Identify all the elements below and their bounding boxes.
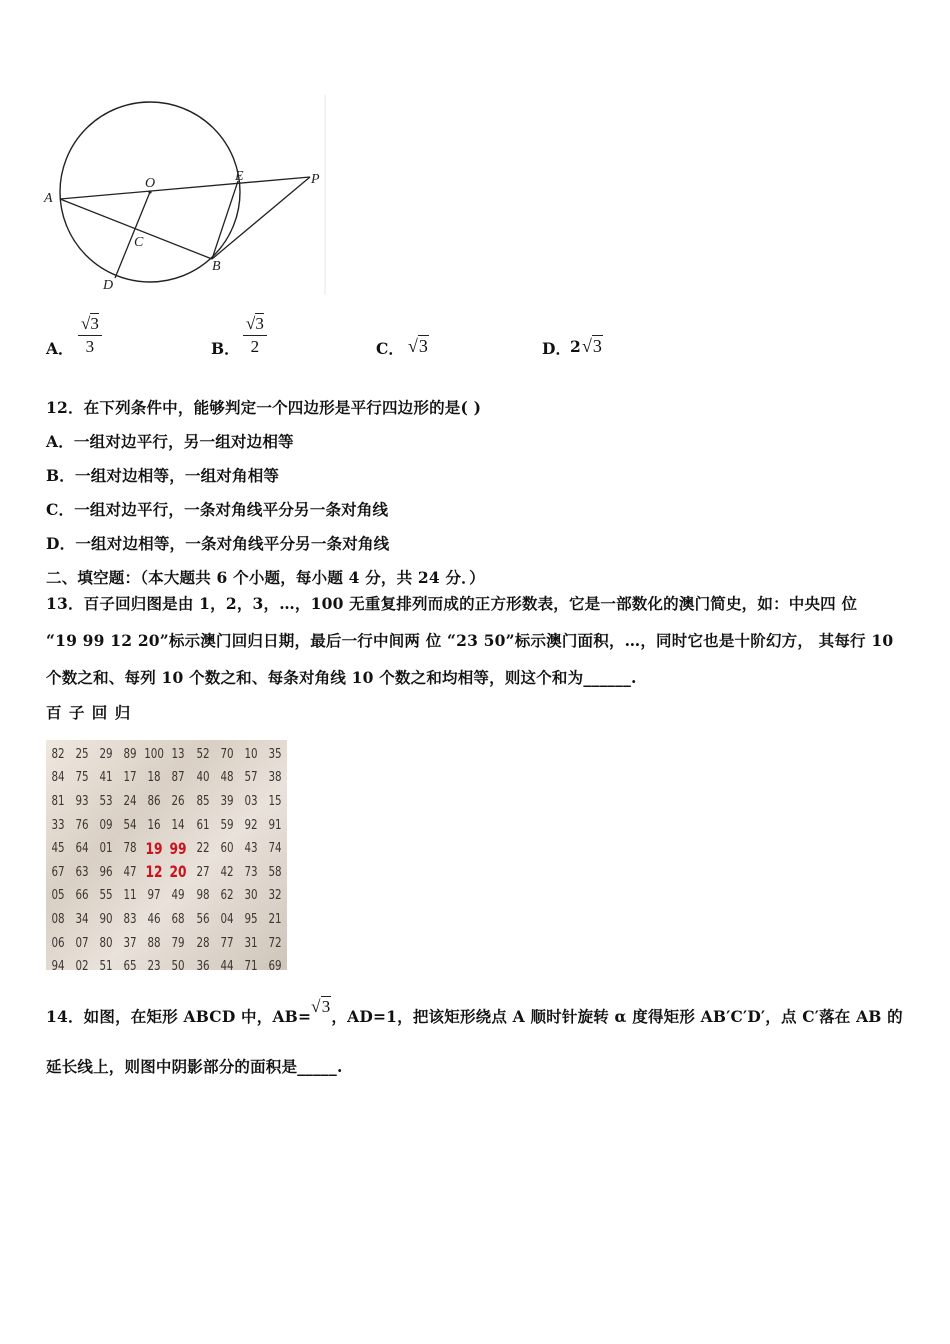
magic-square-cell: 59 (220, 816, 234, 833)
magic-square-cell: 86 (147, 792, 161, 809)
magic-square-cell: 10 (244, 745, 258, 762)
magic-square-cell: 50 (171, 958, 186, 975)
segment-od (115, 192, 150, 278)
q14-line-2: 延长线上，则图中阴影部分的面积是_____. (46, 1057, 343, 1076)
magic-square-row (46, 884, 287, 908)
magic-square-row (46, 766, 287, 790)
option-c-sqrt: √3 (408, 336, 428, 356)
magic-square-cell: 36 (196, 958, 210, 975)
magic-square-cell: 71 (244, 958, 258, 975)
magic-square-cell: 48 (220, 769, 234, 786)
magic-square-cell: 54 (123, 816, 137, 833)
magic-square-cell: 49 (171, 887, 186, 904)
magic-square-cell: 80 (99, 934, 113, 951)
magic-square-cell: 15 (268, 792, 282, 809)
circle-figure (40, 95, 340, 300)
q14-part-2: ，AD=1，把该矩形绕点 A 顺时针旋转 α 度得矩形 AB′C′D′，点 C′落在 AB 的 (331, 1007, 903, 1026)
magic-square-row (46, 789, 287, 813)
magic-square-cell: 38 (268, 769, 282, 786)
magic-square-cell: 74 (268, 840, 282, 857)
magic-square-cell: 73 (244, 863, 258, 880)
magic-square-cell: 04 (220, 910, 234, 927)
magic-square-cell: 87 (171, 769, 186, 786)
magic-square-cell: 79 (171, 934, 186, 951)
q12-option-b: B．一组对边相等，一组对角相等 (46, 466, 280, 485)
label-b: B (212, 259, 221, 274)
option-b-label: B． (211, 339, 240, 358)
magic-square-row (46, 813, 287, 837)
magic-square-cell: 20 (170, 862, 188, 882)
magic-square-cell: 55 (99, 887, 113, 904)
magic-square-cell: 30 (244, 887, 258, 904)
magic-square-cell: 63 (75, 863, 89, 880)
magic-square-cell: 99 (170, 838, 188, 858)
label-o: O (145, 176, 156, 191)
magic-square-row (46, 836, 287, 860)
option-c-label: C． (376, 339, 404, 358)
magic-square-cell: 88 (147, 934, 161, 951)
magic-square-cell: 39 (220, 792, 234, 809)
magic-square-cell: 28 (196, 934, 210, 951)
magic-square-cell: 40 (196, 769, 210, 786)
magic-square-cell: 13 (171, 745, 186, 762)
magic-square-cell: 96 (99, 863, 113, 880)
magic-square-row (46, 954, 287, 978)
magic-square-cell: 66 (75, 887, 89, 904)
magic-square-cell: 21 (268, 910, 282, 927)
magic-square-cell: 35 (268, 745, 282, 762)
q13-line-3: 个数之和、每列 10 个数之和、每条对角线 10 个数之和均相等，则这个和为______. (46, 668, 637, 687)
magic-square-cell: 44 (220, 958, 234, 975)
magic-square-cell: 85 (196, 792, 210, 809)
magic-square-cell: 46 (147, 910, 161, 927)
q14-sqrt: √3 (311, 997, 331, 1016)
magic-square-cell: 95 (244, 910, 258, 927)
magic-square-cell: 23 (147, 958, 161, 975)
magic-square-cell: 02 (75, 958, 89, 975)
magic-square-row (46, 931, 287, 955)
magic-square-cell: 19 (145, 838, 163, 858)
magic-square-cell: 82 (51, 745, 65, 762)
magic-square-cell: 34 (75, 910, 89, 927)
magic-square-cell: 14 (171, 816, 186, 833)
magic-square-cell: 16 (147, 816, 161, 833)
magic-square-cell: 65 (123, 958, 137, 975)
magic-square-cell: 01 (99, 840, 113, 857)
magic-square-cell: 97 (147, 887, 161, 904)
magic-square-cell: 81 (51, 792, 65, 809)
magic-square-row (46, 907, 287, 931)
magic-square-cell: 12 (145, 862, 163, 882)
q12-stem: 12．在下列条件中，能够判定一个四边形是平行四边形的是( ) (46, 398, 482, 417)
magic-square-cell: 11 (123, 887, 137, 904)
q14-line-1 (46, 997, 903, 1027)
magic-square-cell: 27 (196, 863, 210, 880)
q12-option-d: D．一组对边相等，一条对角线平分另一条对角线 (46, 534, 390, 553)
magic-square-cell: 75 (75, 769, 89, 786)
magic-square-cell: 09 (99, 816, 113, 833)
magic-square-cell: 05 (51, 887, 65, 904)
magic-square-cell: 90 (99, 910, 113, 927)
magic-square-cell: 89 (123, 745, 137, 762)
magic-square-cell: 42 (220, 863, 234, 880)
magic-square-row (46, 860, 287, 884)
segment-ap (60, 177, 310, 199)
magic-square-cell: 68 (171, 910, 186, 927)
q14-part-1: 14．如图，在矩形 ABCD 中，AB= (46, 1007, 312, 1026)
q12-option-a: A．一组对边平行，另一组对边相等 (46, 432, 294, 451)
magic-square-cell: 31 (244, 934, 258, 951)
magic-square-cell: 03 (244, 792, 258, 809)
magic-square-cell: 100 (144, 745, 165, 762)
q13-line-2: “19 99 12 20”标示澳门回归日期，最后一行中间两 位 “23 50”标示澳门面积，…，同时它也是十阶幻方， 其每行 10 (46, 631, 894, 650)
option-a-label: A． (46, 339, 74, 358)
magic-square-cell: 70 (220, 745, 234, 762)
magic-square-grid (46, 742, 287, 978)
magic-square-cell: 98 (196, 887, 210, 904)
magic-square-cell: 32 (268, 887, 282, 904)
magic-square-cell: 69 (268, 958, 282, 975)
magic-square-cell: 26 (171, 792, 186, 809)
label-a: A (44, 191, 53, 206)
magic-square-cell: 92 (244, 816, 258, 833)
q13-line-1: 13．百子回归图是由 1，2，3，…，100 无重复排列而成的正方形数表，它是一部数化的澳门简史，如：中央四 位 (46, 594, 858, 613)
magic-square-cell: 77 (220, 934, 234, 951)
magic-square-cell: 37 (123, 934, 137, 951)
magic-square-cell: 62 (220, 887, 234, 904)
magic-square-cell: 84 (51, 769, 65, 786)
label-c: C (134, 235, 144, 250)
magic-square-cell: 52 (196, 745, 210, 762)
option-d-coef: 2 (570, 337, 581, 356)
q13-caption: 百 子 回 归 (46, 703, 132, 722)
magic-square-cell: 60 (220, 840, 234, 857)
magic-square-cell: 56 (196, 910, 210, 927)
magic-square-cell: 76 (75, 816, 89, 833)
magic-square-cell: 93 (75, 792, 89, 809)
option-d-sqrt: √3 (582, 336, 602, 356)
magic-square-cell: 61 (196, 816, 210, 833)
magic-square-cell: 58 (268, 863, 282, 880)
segment-pb (212, 177, 310, 259)
magic-square-cell: 43 (244, 840, 258, 857)
label-d: D (103, 278, 114, 293)
magic-square-cell: 91 (268, 816, 282, 833)
magic-square-cell: 08 (51, 910, 65, 927)
magic-square-cell: 07 (75, 934, 89, 951)
label-e: E (235, 169, 244, 184)
magic-square-image (46, 740, 287, 975)
magic-square-cell: 33 (51, 816, 65, 833)
magic-square-cell: 24 (123, 792, 137, 809)
magic-square-row (46, 742, 287, 766)
magic-square-cell: 57 (244, 769, 258, 786)
magic-square-cell: 94 (51, 958, 65, 975)
q12-option-c: C．一组对边平行，一条对角线平分另一条对角线 (46, 500, 389, 519)
segment-ab (60, 199, 212, 259)
magic-square-cell: 22 (196, 840, 210, 857)
label-p: P (311, 172, 320, 187)
magic-square-cell: 67 (51, 863, 65, 880)
section-title-fill-in: 二、填空题：（本大题共 6 个小题，每小题 4 分，共 24 分．） (46, 568, 485, 587)
magic-square-cell: 72 (268, 934, 282, 951)
option-d-label: D． (542, 339, 571, 358)
magic-square-cell: 18 (147, 769, 161, 786)
magic-square-cell: 83 (123, 910, 137, 927)
magic-square-cell: 25 (75, 745, 89, 762)
magic-square-cell: 78 (123, 840, 137, 857)
magic-square-cell: 06 (51, 934, 65, 951)
magic-square-cell: 64 (75, 840, 89, 857)
option-a-fraction: √3 3 (78, 314, 102, 357)
magic-square-cell: 17 (123, 769, 137, 786)
option-b-fraction: √3 2 (243, 314, 267, 357)
magic-square-cell: 41 (99, 769, 113, 786)
magic-square-cell: 53 (99, 792, 113, 809)
magic-square-cell: 51 (99, 958, 113, 975)
magic-square-cell: 29 (99, 745, 113, 762)
magic-square-cell: 47 (123, 863, 137, 880)
magic-square-cell: 45 (51, 840, 65, 857)
